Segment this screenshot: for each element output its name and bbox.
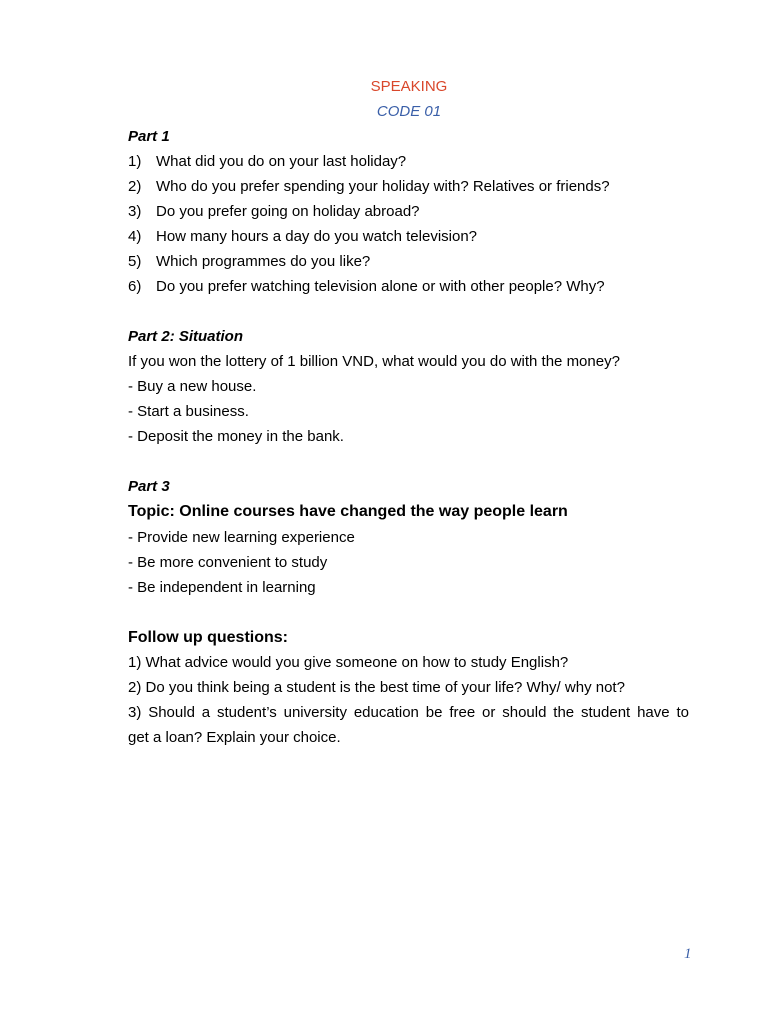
followup-question-2: 2) Do you think being a student is the best time of your life? Why/ why not? xyxy=(128,679,625,696)
part1-item-text: Who do you prefer spending your holiday with? Relatives or friends? xyxy=(156,178,610,195)
part3-point-2: - Be more convenient to study xyxy=(128,554,328,571)
part1-item-text: How many hours a day do you watch television? xyxy=(156,228,478,245)
part1-item-6 xyxy=(128,277,605,297)
part2-heading: Part 2: Situation xyxy=(128,328,244,345)
part1-item-1 xyxy=(128,152,406,172)
part3-heading: Part 3 xyxy=(128,478,170,495)
part1-item-number: 1) xyxy=(128,153,142,170)
part1-item-4 xyxy=(128,227,477,247)
part3-topic: Topic: Online courses have changed the way people learn xyxy=(128,503,568,520)
part1-item-text: Which programmes do you like? xyxy=(156,253,371,270)
followup-question-3-line-2: get a loan? Explain your choice. xyxy=(128,729,341,746)
part2-question: If you won the lottery of 1 billion VND, what would you do with the money? xyxy=(128,353,620,370)
part2-option-1: - Buy a new house. xyxy=(128,378,257,395)
document-title: SPEAKING xyxy=(370,78,448,95)
followup-question-3-line-1: 3) Should a student’s university education be free or should the student have to xyxy=(128,704,689,721)
part1-item-number: 2) xyxy=(128,178,142,195)
part1-item-number: 4) xyxy=(128,228,142,245)
part1-item-3 xyxy=(128,202,420,222)
part1-heading: Part 1 xyxy=(128,128,170,145)
part1-item-text: Do you prefer going on holiday abroad? xyxy=(156,203,420,220)
part2-option-3: - Deposit the money in the bank. xyxy=(128,428,344,445)
part3-point-3: - Be independent in learning xyxy=(128,579,316,596)
part2-option-2: - Start a business. xyxy=(128,403,249,420)
part1-item-text: Do you prefer watching television alone or with other people? Why? xyxy=(156,278,605,295)
document-code: CODE 01 xyxy=(376,103,442,120)
part1-item-text: What did you do on your last holiday? xyxy=(156,153,407,170)
part1-item-5 xyxy=(128,252,370,272)
followup-question-1: 1) What advice would you give someone on how to study English? xyxy=(128,654,569,671)
part1-item-number: 3) xyxy=(128,203,142,220)
part3-point-1: - Provide new learning experience xyxy=(128,529,355,546)
page-number: 1 xyxy=(684,946,692,962)
part1-item-number: 5) xyxy=(128,253,142,270)
part1-item-2 xyxy=(128,177,610,197)
followup-heading: Follow up questions: xyxy=(128,629,288,646)
part1-item-number: 6) xyxy=(128,278,142,295)
